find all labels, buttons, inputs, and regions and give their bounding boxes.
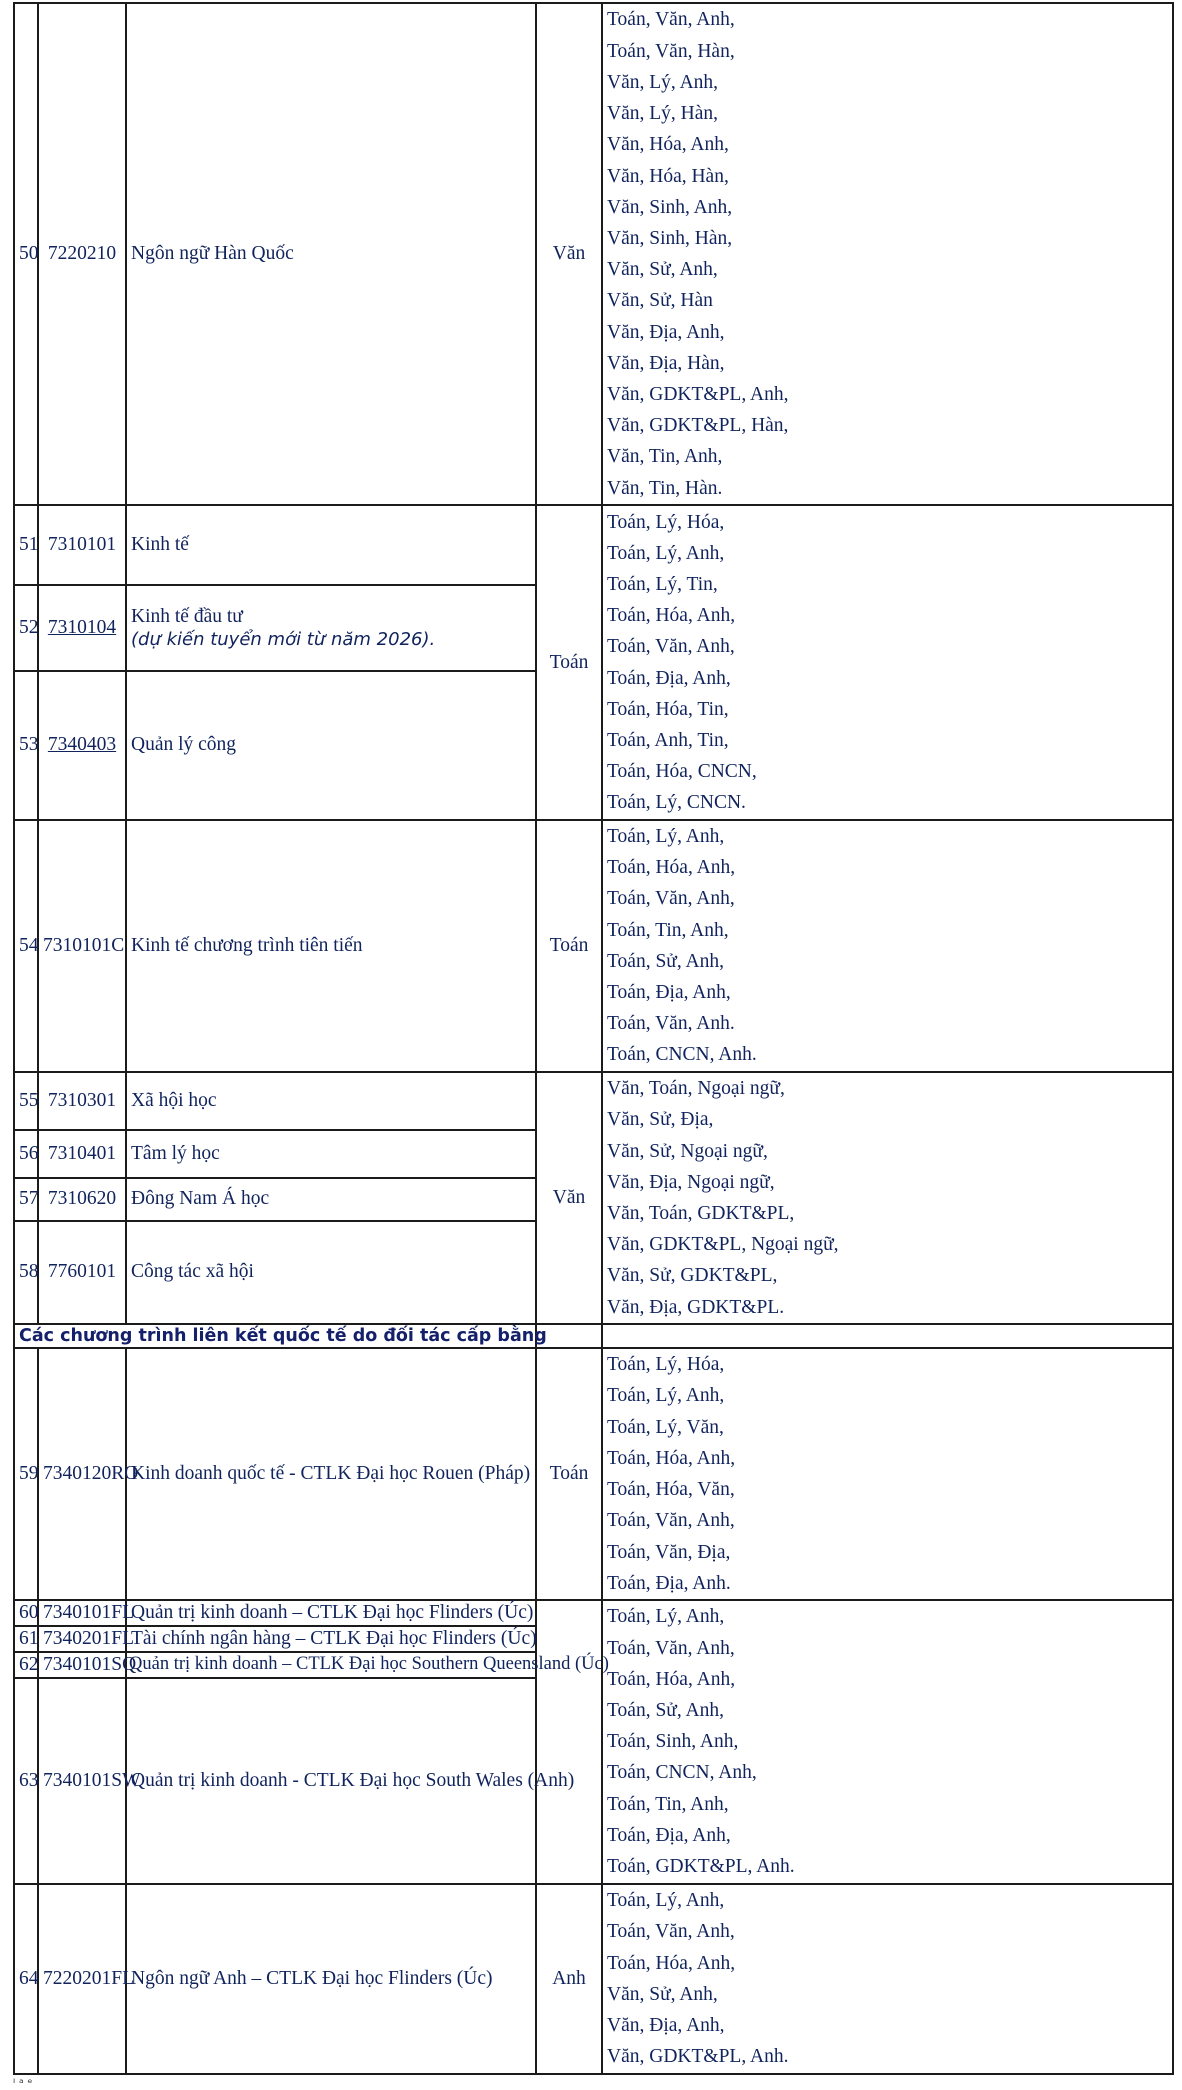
combination-item: Toán, Hóa, Anh,	[607, 1952, 736, 1974]
row-number: 55	[14, 1072, 38, 1130]
combination-item: Toán, Hóa, Anh,	[607, 1668, 736, 1690]
main-subject: Toán	[536, 1348, 602, 1600]
combination-item: Văn, Sử, GDKT&PL,	[607, 1265, 778, 1287]
combination-item: Toán, Địa, Anh,	[607, 1824, 731, 1846]
major-code-text: 7340403	[47, 734, 117, 756]
combination-item: Văn, Hóa, Hàn,	[607, 165, 729, 187]
major-name: Kinh doanh quốc tế - CTLK Đại học Rouen (Pháp)	[126, 1348, 536, 1600]
row-number: 59	[14, 1348, 38, 1600]
row-number: 64	[14, 1884, 38, 2074]
combination-item: Toán, Lý, Anh,	[607, 542, 725, 564]
combination-item: Văn, GDKT&PL, Anh.	[607, 2046, 789, 2068]
combination-item: Văn, Địa, Ngoại ngữ,	[607, 1171, 775, 1193]
row-number: 61	[14, 1626, 38, 1652]
subject-combinations	[602, 505, 1173, 820]
combination-item: Toán, Lý, Hóa,	[607, 511, 725, 533]
row-number: 63	[14, 1678, 38, 1884]
combination-item: Toán, Sử, Anh,	[607, 950, 724, 972]
combination-item: Văn, Tin, Hàn.	[607, 477, 723, 499]
row-number: 53	[14, 671, 38, 820]
combination-item: Toán, Văn, Anh,	[607, 1510, 735, 1532]
combination-item: Văn, Sử, Hàn	[607, 290, 713, 312]
combination-item: Toán, Hóa, Tin,	[607, 698, 729, 720]
row-number: 56	[14, 1130, 38, 1178]
main-subject: Toán	[536, 505, 602, 820]
combination-item: Toán, Địa, Anh,	[607, 982, 731, 1004]
main-subject: Văn	[536, 3, 602, 505]
combination-item: Toán, Lý, Hóa,	[607, 1354, 725, 1376]
combination-item: Toán, Văn, Anh,	[607, 9, 735, 31]
combination-item: Toán, Anh, Tin,	[607, 729, 729, 751]
combination-item: Toán, GDKT&PL, Anh.	[607, 1856, 795, 1878]
empty-cell	[602, 1324, 1173, 1348]
combination-item: Toán, Văn, Anh,	[607, 636, 735, 658]
combination-item: Văn, Địa, Hàn,	[607, 352, 725, 374]
major-code: 7760101	[38, 1221, 126, 1324]
combination-item: Toán, Văn, Anh,	[607, 888, 735, 910]
combination-item: Toán, Lý, Văn,	[607, 1416, 724, 1438]
combination-item: Văn, Sử, Địa,	[607, 1109, 714, 1131]
combination-item: Toán, CNCN, Anh.	[607, 1044, 757, 1066]
combination-item: Toán, Tin, Anh,	[607, 1793, 729, 1815]
table-row	[14, 820, 1173, 1072]
row-number: 50	[14, 3, 38, 505]
main-subject: Văn	[536, 1072, 602, 1324]
major-name: Quản lý công	[126, 671, 536, 820]
combination-item: Toán, Lý, Anh,	[607, 1890, 725, 1912]
combination-item: Toán, Hóa, Văn,	[607, 1479, 735, 1501]
table-row	[14, 1884, 1173, 2074]
major-code: 7340120RO	[38, 1348, 126, 1600]
table-row	[14, 3, 1173, 505]
row-number: 62	[14, 1652, 38, 1678]
combination-item: Văn, Sinh, Hàn,	[607, 227, 733, 249]
major-code: 7340201FL	[38, 1626, 126, 1652]
combination-item: Toán, Văn, Anh.	[607, 1013, 735, 1035]
major-name: Công tác xã hội	[126, 1221, 536, 1324]
row-number: 57	[14, 1178, 38, 1221]
combination-item: Văn, Sinh, Anh,	[607, 196, 733, 218]
combination-item: Văn, Địa, GDKT&PL.	[607, 1296, 785, 1318]
combination-item: Văn, Toán, GDKT&PL,	[607, 1202, 795, 1224]
combination-item: Văn, Sử, Anh,	[607, 259, 718, 281]
row-number: 52	[14, 585, 38, 670]
subject-combinations	[602, 1348, 1173, 1600]
major-name: Tài chính ngân hàng – CTLK Đại học Flinders (Úc)	[126, 1626, 536, 1652]
combination-item: Văn, GDKT&PL, Hàn,	[607, 415, 789, 437]
main-subject: Anh	[536, 1884, 602, 2074]
table-row	[14, 505, 1173, 585]
major-code	[38, 585, 126, 670]
combination-item: Toán, Địa, Anh.	[607, 1572, 731, 1594]
subject-combinations	[602, 3, 1173, 505]
row-number: 51	[14, 505, 38, 585]
combination-item: Toán, Địa, Anh,	[607, 667, 731, 689]
combination-item: Văn, Tin, Anh,	[607, 446, 723, 468]
major-code: 7310101C	[38, 820, 126, 1072]
combination-item: Văn, Sử, Anh,	[607, 1983, 718, 2005]
major-code: 7220201FL	[38, 1884, 126, 2074]
major-code: 7310620	[38, 1178, 126, 1221]
major-note: (dự kiến tuyển mới từ năm 2026).	[131, 628, 436, 650]
combination-item: Toán, Lý, CNCN.	[607, 792, 746, 814]
combination-item: Toán, Văn, Hàn,	[607, 40, 735, 62]
combination-item: Toán, CNCN, Anh,	[607, 1762, 757, 1784]
combination-item: Toán, Văn, Anh,	[607, 1921, 735, 1943]
combination-item: Văn, Sử, Ngoại ngữ,	[607, 1140, 768, 1162]
footer-fragment: ᴵ ᵃ ᵉ	[13, 2076, 33, 2090]
combination-item: Toán, Lý, Anh,	[607, 1385, 725, 1407]
combination-item: Văn, GDKT&PL, Ngoại ngữ,	[607, 1234, 839, 1256]
combination-item: Toán, Lý, Anh,	[607, 826, 725, 848]
subject-combinations	[602, 1072, 1173, 1324]
combination-item: Toán, Sử, Anh,	[607, 1700, 724, 1722]
combination-item: Văn, Toán, Ngoại ngữ,	[607, 1078, 785, 1100]
section-title: Các chương trình liên kết quốc tế do đối tác cấp bằng	[14, 1324, 536, 1348]
combination-item: Toán, Hóa, Anh,	[607, 605, 736, 627]
combination-item: Văn, Địa, Anh,	[607, 2014, 725, 2036]
combination-item: Toán, Sinh, Anh,	[607, 1731, 739, 1753]
section-header-row	[14, 1324, 1173, 1348]
major-name: Tâm lý học	[126, 1130, 536, 1178]
main-subject	[536, 1600, 602, 1883]
major-name: Quản trị kinh doanh – CTLK Đại học Flinders (Úc)	[126, 1600, 536, 1626]
combination-item: Toán, Hóa, Anh,	[607, 857, 736, 879]
admissions-table	[13, 2, 1174, 2075]
major-name: Đông Nam Á học	[126, 1178, 536, 1221]
subject-combinations	[602, 1884, 1173, 2074]
major-code: 7310301	[38, 1072, 126, 1130]
major-code: 7340101FL	[38, 1600, 126, 1626]
subject-combinations	[602, 1600, 1173, 1883]
combination-item: Toán, Văn, Địa,	[607, 1541, 731, 1563]
combination-item: Toán, Lý, Tin,	[607, 573, 718, 595]
combination-item: Văn, GDKT&PL, Anh,	[607, 383, 789, 405]
major-name: Kinh tế	[126, 505, 536, 585]
main-subject: Toán	[536, 820, 602, 1072]
major-name: Xã hội học	[126, 1072, 536, 1130]
major-code: 7220210	[38, 3, 126, 505]
major-code	[38, 671, 126, 820]
row-number: 58	[14, 1221, 38, 1324]
major-name: Kinh tế chương trình tiên tiến	[126, 820, 536, 1072]
major-name-text: Kinh tế đầu tư	[131, 605, 243, 627]
row-number: 60	[14, 1600, 38, 1626]
table-row	[14, 1072, 1173, 1130]
major-name: Quản trị kinh doanh - CTLK Đại học South Wales (Anh)	[126, 1678, 536, 1884]
combination-item: Toán, Tin, Anh,	[607, 919, 729, 941]
major-code: 7310401	[38, 1130, 126, 1178]
combination-item: Toán, Hóa, CNCN,	[607, 761, 757, 783]
table-row	[14, 1348, 1173, 1600]
row-number: 54	[14, 820, 38, 1072]
major-code: 7340101SQ	[38, 1652, 126, 1678]
major-name	[126, 585, 536, 670]
table-row	[14, 1600, 1173, 1626]
subject-combinations	[602, 820, 1173, 1072]
combination-item: Toán, Văn, Anh,	[607, 1637, 735, 1659]
combination-item: Văn, Hóa, Anh,	[607, 134, 729, 156]
major-name: Quản trị kinh doanh – CTLK Đại học Southern Queensland (Úc)	[126, 1652, 536, 1678]
combination-item: Văn, Địa, Anh,	[607, 321, 725, 343]
combination-item: Văn, Lý, Anh,	[607, 71, 719, 93]
major-code-text: 7310104	[47, 616, 117, 638]
major-code: 7310101	[38, 505, 126, 585]
combination-item: Toán, Hóa, Anh,	[607, 1447, 736, 1469]
major-code: 7340101SW	[38, 1678, 126, 1884]
major-name: Ngôn ngữ Anh – CTLK Đại học Flinders (Úc)	[126, 1884, 536, 2074]
major-name: Ngôn ngữ Hàn Quốc	[126, 3, 536, 505]
combination-item: Văn, Lý, Hàn,	[607, 103, 719, 125]
combination-item: Toán, Lý, Anh,	[607, 1606, 725, 1628]
